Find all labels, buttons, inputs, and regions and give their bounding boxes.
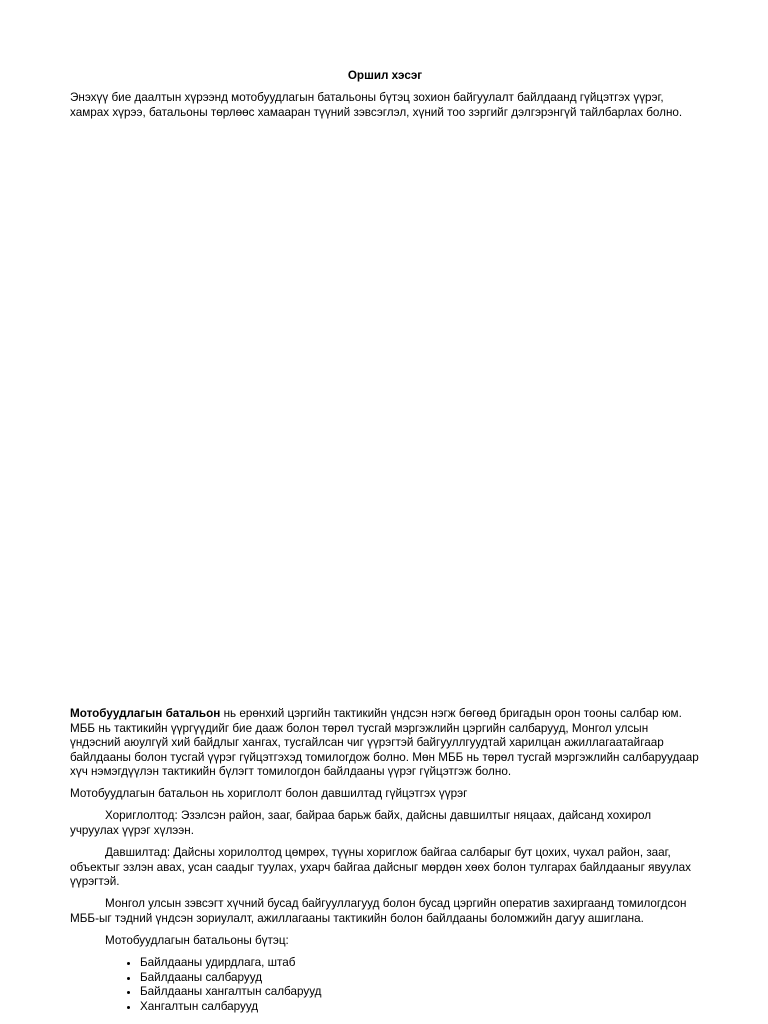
offense-paragraph: Давшилтад: Дайсны хорилолтод цөмрөх, түүны хориглож байгаа салбарыг бут цохих, чухал район, зааг, объектыг эзлэн авах, усан саадыг туулах, ухарч байгаа дайсныг мөрдөн хөөх болон тулгарах байлдааныг явуулах үүрэгтэй.	[70, 846, 692, 889]
list-item: • Байлдааны салбарууд	[140, 971, 321, 986]
roles-heading-paragraph: Мотобуудлагын батальон нь хориглолт болон давшилтад гүйцэтгэх үүрэг	[70, 787, 468, 800]
structure-heading-paragraph: Мотобуудлагын батальоны бүтэц:	[105, 934, 289, 947]
list-item: • Хангалтын салбарууд	[140, 1000, 321, 1015]
list-item: • Байлдааны хангалтын салбарууд	[140, 985, 321, 1000]
structure-list	[105, 956, 321, 1014]
list-item: • Байлдааны удирдлага, штаб	[140, 956, 321, 971]
section-title: Оршил хэсэг	[347, 69, 423, 82]
intro-paragraph: Энэхүү бие даалтын хүрээнд мотобуудлагын батальоны бүтэц зохион байгуулалт байлдаанд гүйцэтгэх үүрэг, хамрах хүрээ, батальоны төрлөөс хамааран түүний зэвсэглэл, хүний тоо зэргийг дэлгэрэнгүй тайлбарлах болно.	[70, 91, 683, 119]
battalion-term: Мотобуудлагын батальон	[70, 707, 221, 720]
defense-paragraph: Хориглолтод: Эзэлсэн район, зааг, байраа барьж байх, дайсны давшилтыг няцаах, дайсанд хохирол учруулах үүрэг хүлээн.	[70, 809, 652, 837]
usage-paragraph: Монгол улсын зэвсэгт хүчний бусад байгууллагууд болон бусад цэргийн оператив захиргаанд томилогдсон МББ-ыг тэдний үндсэн зориулалт, ажиллагааны тактикийн болон байлдааны боломжийн дагуу ашиглана.	[70, 897, 687, 925]
battalion-definition-paragraph	[70, 707, 700, 780]
battalion-definition-text: нь ерөнхий цэргийн тактикийн үндсэн нэгж бөгөөд бригадын орон тооны салбар юм. МББ нь тактикийн үүргүүдийг бие дааж болон төрөл тусгай мэргэжлийн цэргийн салбарууд, Монгол улсын үндэсний аюулгүй хий байдлыг хангах, тусгайлсан чиг үүрэгтэй байгууллгуудтай харилцан ажиллагаатайгаар байлдааны болон тусгай үүрэг гүйцэтгэхэд томилогдож болно. Мөн МББ нь төрөл тусгай мэргэжлийн салбаруудаар хүч нэмэгдүүлэн тактикийн бүлэгт томилогдон байлдааны үүрэг гүйцэтгэж болно.	[70, 707, 699, 779]
